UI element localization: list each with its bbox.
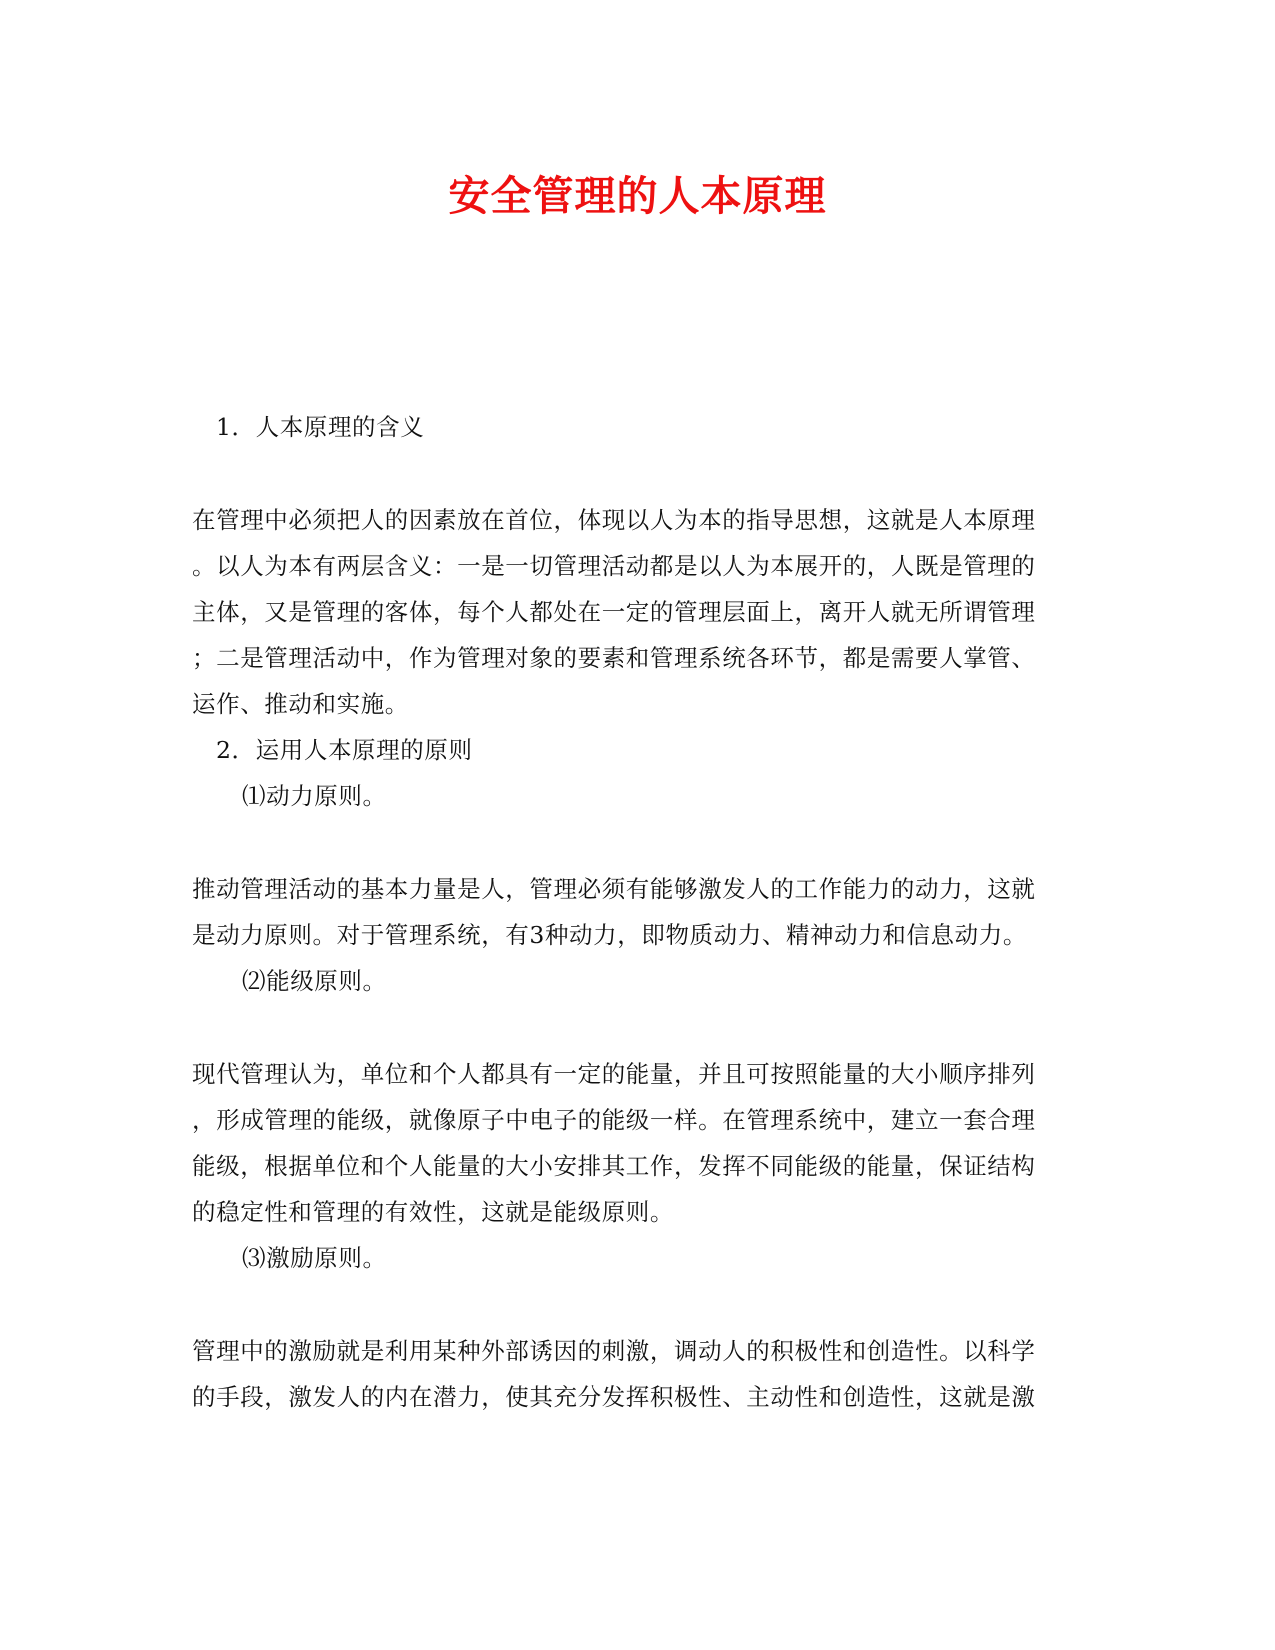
paragraph-line: 是动力原则。对于管理系统，有3种动力，即物质动力、精神动力和信息动力。 <box>192 921 1027 949</box>
document-title: 安全管理的人本原理 <box>448 172 827 220</box>
paragraph-line: 现代管理认为，单位和个人都具有一定的能量，并且可按照能量的大小顺序排列 <box>192 1060 1036 1088</box>
paragraph-line: 的稳定性和管理的有效性，这就是能级原则。 <box>192 1198 674 1226</box>
paragraph-line: 能级，根据单位和个人能量的大小安排其工作，发挥不同能级的能量，保证结构 <box>192 1152 1036 1180</box>
paragraph-line: 主体，又是管理的客体，每个人都处在一定的管理层面上，离开人就无所谓管理 <box>192 598 1036 626</box>
section-heading-2: 2．运用人本原理的原则 <box>216 736 473 764</box>
principle-heading-2: ⑵能级原则。 <box>242 967 387 995</box>
paragraph-line: 。以人为本有两层含义：一是一切管理活动都是以人为本展开的，人既是管理的 <box>192 552 1036 580</box>
paragraph-line: ；二是管理活动中，作为管理对象的要素和管理系统各环节，都是需要人掌管、 <box>192 644 1036 672</box>
principle-heading-1: ⑴动力原则。 <box>242 782 387 810</box>
paragraph-line: 管理中的激励就是利用某种外部诱因的刺激，调动人的积极性和创造性。以科学 <box>192 1337 1036 1365</box>
paragraph-line: 运作、推动和实施。 <box>192 690 409 718</box>
paragraph-line: 推动管理活动的基本力量是人，管理必须有能够激发人的工作能力的动力，这就 <box>192 875 1036 903</box>
paragraph-line: 的手段，激发人的内在潜力，使其充分发挥积极性、主动性和创造性，这就是激 <box>192 1383 1036 1411</box>
section-heading-1: 1．人本原理的含义 <box>216 413 425 441</box>
principle-heading-3: ⑶激励原则。 <box>242 1244 387 1272</box>
paragraph-line: ，形成管理的能级，就像原子中电子的能级一样。在管理系统中，建立一套合理 <box>192 1106 1036 1134</box>
paragraph-line: 在管理中必须把人的因素放在首位，体现以人为本的指导思想，这就是人本原理 <box>192 506 1036 534</box>
